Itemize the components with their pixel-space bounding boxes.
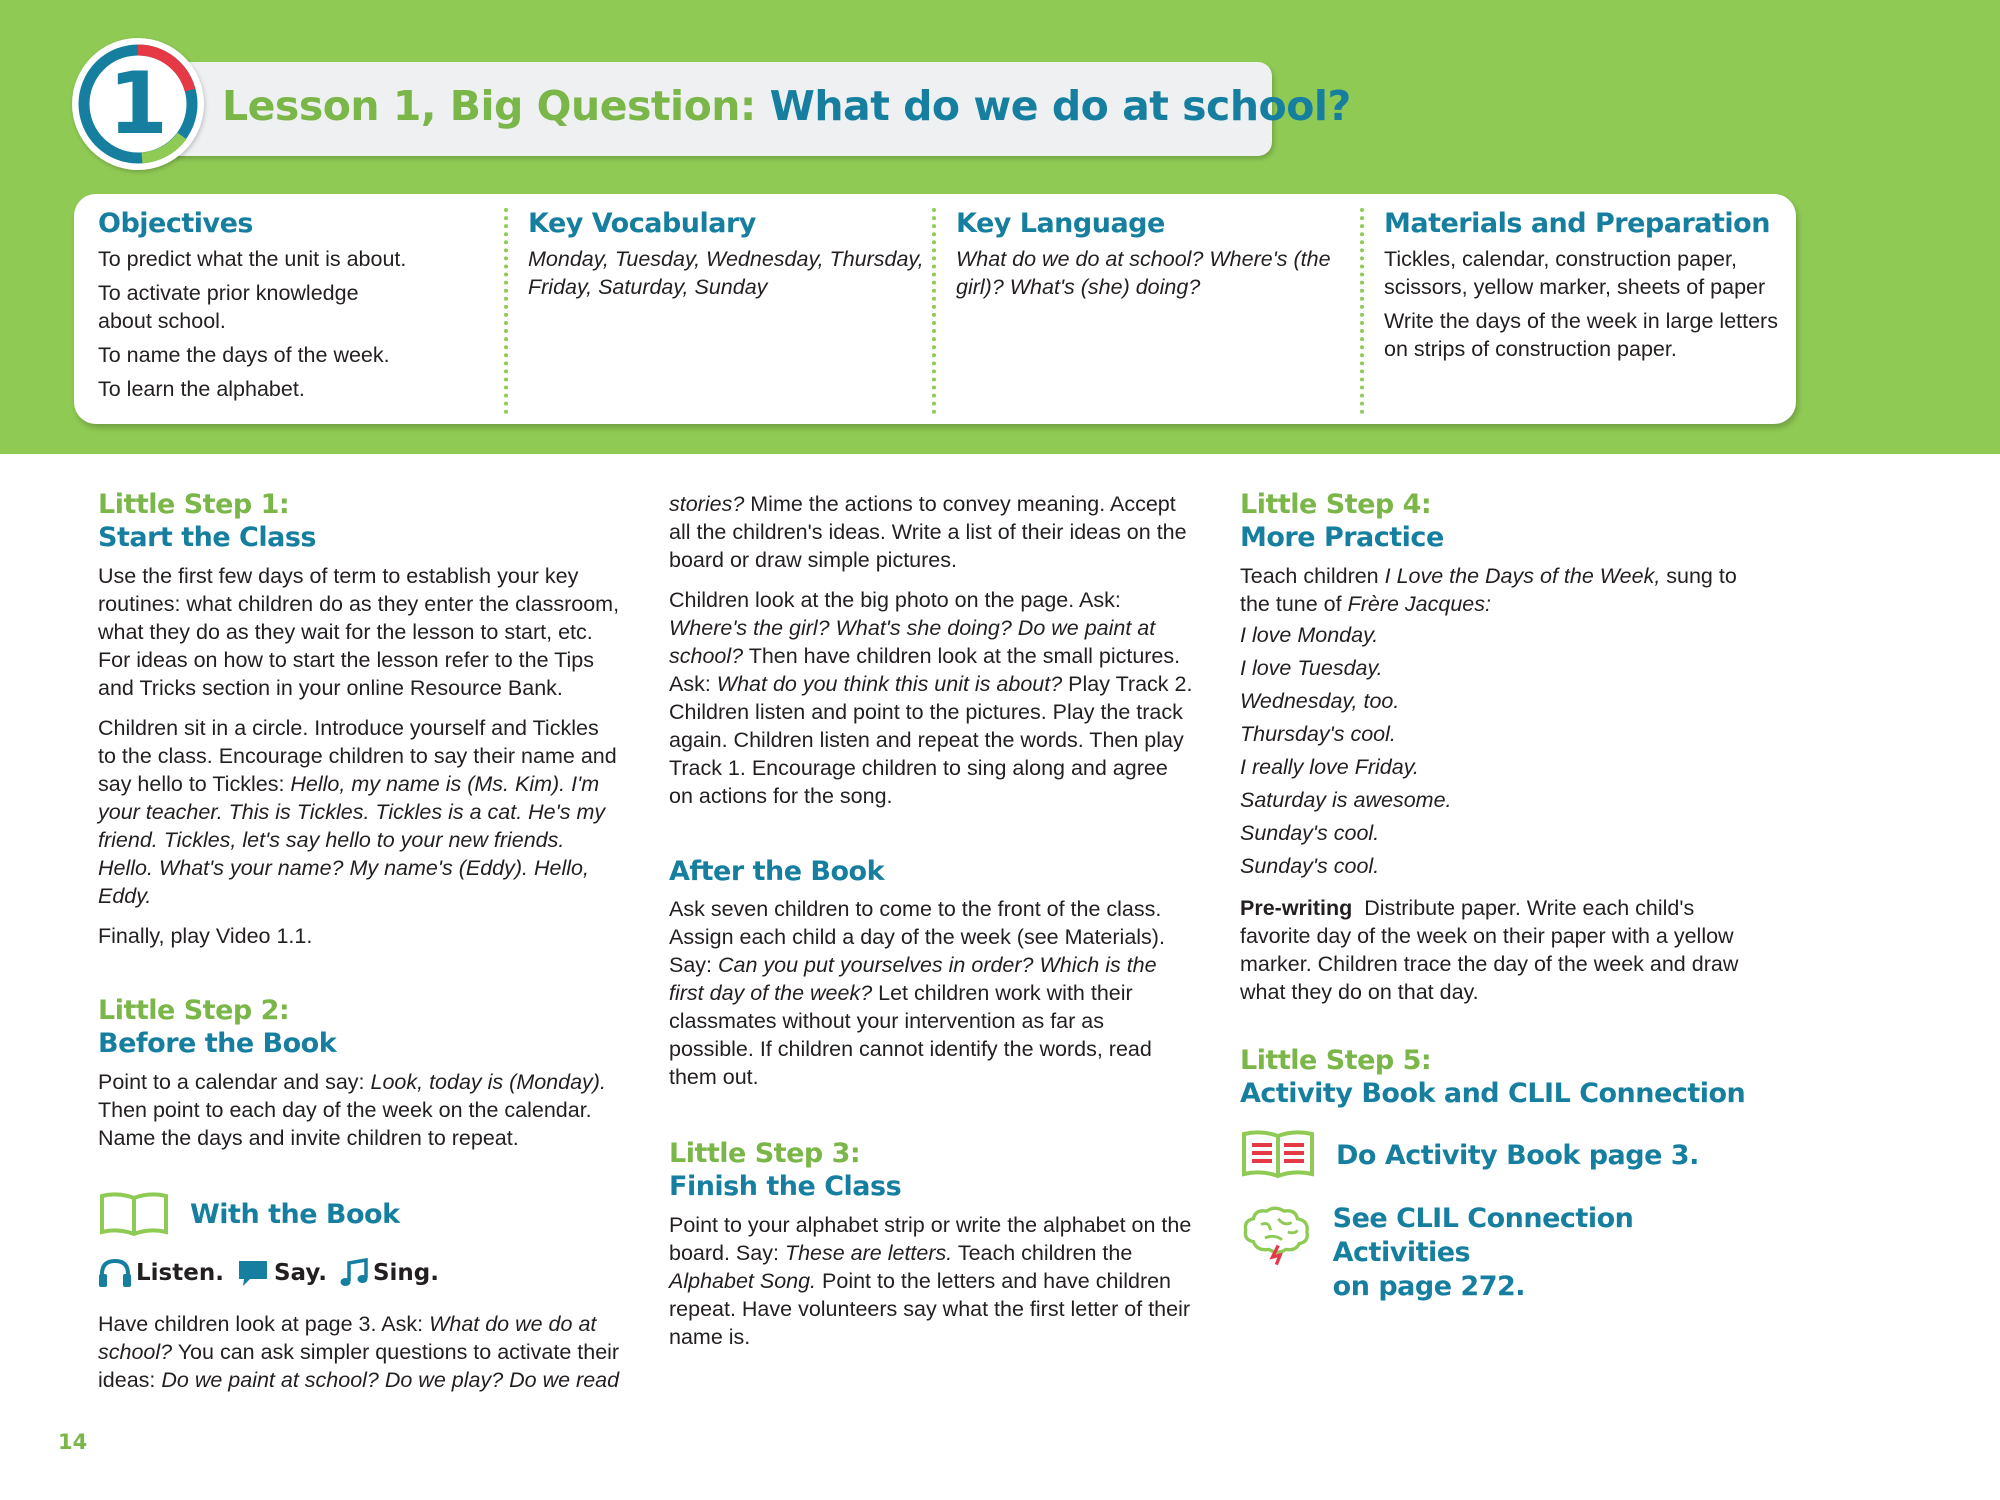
title-bar	[150, 62, 1351, 156]
step5-label: Little Step 5:	[1240, 1045, 1432, 1076]
objectives-section	[98, 208, 490, 414]
step1-paragraph: Finally, play Video 1.1.	[98, 924, 313, 948]
song-line: I really love Friday.	[1240, 755, 1419, 779]
text-run: sung to the tune of	[1240, 564, 1737, 616]
text-run: Hello, my name is (Ms. Kim). I'm your teacher. This is Tickles. Tickles is a cat. He's my friend. Tickles, let's say hello to your new friends. Hello. What's your name? My name's (Eddy). Hello, Eddy.	[98, 772, 606, 908]
vocabulary-heading: Key Vocabulary	[528, 208, 756, 239]
text-run: Alphabet Song.	[669, 1269, 817, 1293]
page-number: 14	[58, 1430, 88, 1454]
activity-book-link: Do Activity Book page 3.	[1336, 1139, 1699, 1171]
objective-item: To name the days of the week.	[98, 343, 390, 367]
text-run: Teach children	[1240, 564, 1385, 588]
song-line: I love Tuesday.	[1240, 656, 1383, 680]
clil-link	[1333, 1202, 1760, 1304]
after-book-heading: After the Book	[669, 856, 885, 887]
objectives-heading: Objectives	[98, 208, 253, 239]
vocabulary-section	[504, 208, 928, 414]
lesson-label: Lesson 1, Big Question:	[222, 82, 756, 130]
headphones-icon	[98, 1258, 132, 1288]
column-3	[1240, 488, 1760, 1324]
step2-label: Little Step 2:	[98, 995, 290, 1026]
unit-badge	[72, 38, 204, 170]
materials-section	[1360, 208, 1790, 414]
song-line: Saturday is awesome.	[1240, 788, 1452, 812]
listen-label: Listen.	[136, 1260, 224, 1286]
clil-line-2: on page 272.	[1332, 1271, 1526, 1302]
pre-writing-label: Pre-writing	[1240, 896, 1353, 920]
step1-heading	[98, 488, 622, 554]
step1-paragraph	[98, 714, 622, 910]
language-heading: Key Language	[956, 208, 1165, 239]
with-book-heading	[98, 1190, 622, 1238]
text-run: What do you think this unit is about?	[716, 672, 1063, 696]
step1-label: Little Step 1:	[98, 489, 290, 520]
sing-label: Sing.	[372, 1260, 439, 1286]
text-run: Do we paint at school? Do we play? Do we read	[161, 1368, 620, 1392]
say-label: Say.	[273, 1260, 327, 1286]
step3-paragraph	[669, 1211, 1193, 1351]
brain-icon	[1240, 1202, 1313, 1268]
text-run: stories?	[669, 492, 745, 516]
text-run: Mime the actions to convey meaning. Accept all the children's ideas. Write a list of their ideas on the board or draw simple pictures.	[669, 492, 1187, 572]
listen-say-sing	[98, 1258, 622, 1288]
text-run: Can you put yourselves in order? Which is the first day of the week?	[669, 953, 1157, 1005]
with-book-paragraph	[98, 1310, 622, 1394]
step3-label: Little Step 3:	[669, 1138, 861, 1169]
text-run: I Love the Days of the Week,	[1384, 564, 1661, 588]
text-run: Play Track 2. Children listen and point to the pictures. Play the track again. Children listen and repeat the words. Then play Track 1. Encourage children to sing along and agree on actions for the song.	[669, 672, 1193, 808]
text-run: Ask seven children to come to the front of the class. Assign each child a day of the week (see Materials). Say:	[669, 897, 1165, 977]
clil-line-1: See CLIL Connection Activities	[1332, 1203, 1634, 1268]
clil-row	[1240, 1202, 1760, 1304]
song-line: Thursday's cool.	[1240, 722, 1396, 746]
text-run: Children look at the big photo on the page. Ask:	[669, 588, 1121, 612]
language-section	[932, 208, 1356, 414]
step3-title: Finish the Class	[669, 1171, 902, 1202]
language-text: What do we do at school? Where's (the girl)? What's (she) doing?	[956, 247, 1331, 299]
text-run: Then point to each day of the week on the calendar. Name the days and invite children to repeat.	[98, 1098, 592, 1150]
speech-bubble-icon	[236, 1258, 270, 1288]
text-run: Have children look at page 3. Ask:	[98, 1312, 430, 1336]
activity-book-icon	[1240, 1128, 1316, 1182]
big-question: What do we do at school?	[769, 82, 1351, 130]
step4-heading	[1240, 488, 1760, 554]
objective-item: To activate prior knowledge about school.	[98, 281, 359, 333]
text-run: Point to your alphabet strip or write the alphabet on the board. Say:	[669, 1213, 1192, 1265]
unit-number: 1	[108, 54, 168, 154]
step1-title: Start the Class	[98, 522, 316, 553]
lesson-info-card	[74, 194, 1796, 424]
column-1	[98, 488, 622, 1406]
text-run: Children sit in a circle. Introduce yourself and Tickles to the class. Encourage children to say their name and say hello to Tickles:	[98, 716, 617, 796]
after-book-paragraph	[669, 895, 1193, 1091]
text-run: Where's the girl? What's she doing? Do we paint at school?	[669, 616, 1156, 668]
activity-book-row	[1240, 1128, 1760, 1182]
open-book-icon	[98, 1190, 170, 1238]
step1-paragraph: Use the first few days of term to establish your key routines: what children do as they enter the classroom, what they do as they wait for the lesson to start, etc. For ideas on how to start the lesson refer to the Tips and Tricks section in your online Resource Bank.	[98, 564, 620, 700]
song-line: Sunday's cool.	[1240, 854, 1380, 878]
text-run: What do we do at school?	[98, 1312, 597, 1364]
step2-title: Before the Book	[98, 1028, 337, 1059]
step4-label: Little Step 4:	[1240, 489, 1432, 520]
music-note-icon	[339, 1258, 369, 1288]
page-title	[222, 82, 1351, 130]
pre-writing-paragraph	[1240, 894, 1760, 1006]
with-book-title: With the Book	[190, 1198, 400, 1230]
text-run: You can ask simpler questions to activate their ideas:	[98, 1340, 620, 1392]
vocabulary-text: Monday, Tuesday, Wednesday, Thursday, Friday, Saturday, Sunday	[528, 247, 924, 299]
with-book-continued	[669, 490, 1193, 574]
step3-heading	[669, 1137, 1193, 1203]
with-book-paragraph-2	[669, 586, 1193, 810]
objective-item: To learn the alphabet.	[98, 377, 305, 401]
step5-title: Activity Book and CLIL Connection	[1240, 1078, 1746, 1109]
song-line: I love Monday.	[1240, 623, 1379, 647]
text-run: Frère Jacques:	[1347, 592, 1491, 616]
text-run: These are letters.	[784, 1241, 953, 1265]
text-run: Then have children look at the small pictures. Ask:	[669, 644, 1181, 696]
materials-item: Tickles, calendar, construction paper, scissors, yellow marker, sheets of paper	[1384, 247, 1766, 299]
text-run: Point to a calendar and say:	[98, 1070, 371, 1094]
materials-heading: Materials and Preparation	[1384, 208, 1770, 239]
step2-paragraph	[98, 1068, 622, 1152]
objective-item: To predict what the unit is about.	[98, 247, 407, 271]
step4-title: More Practice	[1240, 522, 1444, 553]
text-run: Look, today is (Monday).	[370, 1070, 606, 1094]
text-run: Let children work with their classmates without your intervention as far as possible. If children cannot identify the words, read them out.	[669, 981, 1152, 1089]
text-run: Teach children the	[952, 1241, 1133, 1265]
song-line: Wednesday, too.	[1240, 689, 1400, 713]
text-run: Point to the letters and have children repeat. Have volunteers say what the first letter of their name is.	[669, 1269, 1191, 1349]
step5-heading	[1240, 1044, 1760, 1110]
step2-heading	[98, 994, 622, 1060]
materials-item: Write the days of the week in large letters on strips of construction paper.	[1384, 309, 1778, 361]
column-2	[669, 490, 1193, 1363]
step4-paragraph	[1240, 562, 1740, 618]
song-line: Sunday's cool.	[1240, 821, 1380, 845]
text-run: Distribute paper. Write each child's favorite day of the week on their paper with a yellow marker. Children trace the day of the week and draw what they do on that day.	[1240, 896, 1739, 1004]
